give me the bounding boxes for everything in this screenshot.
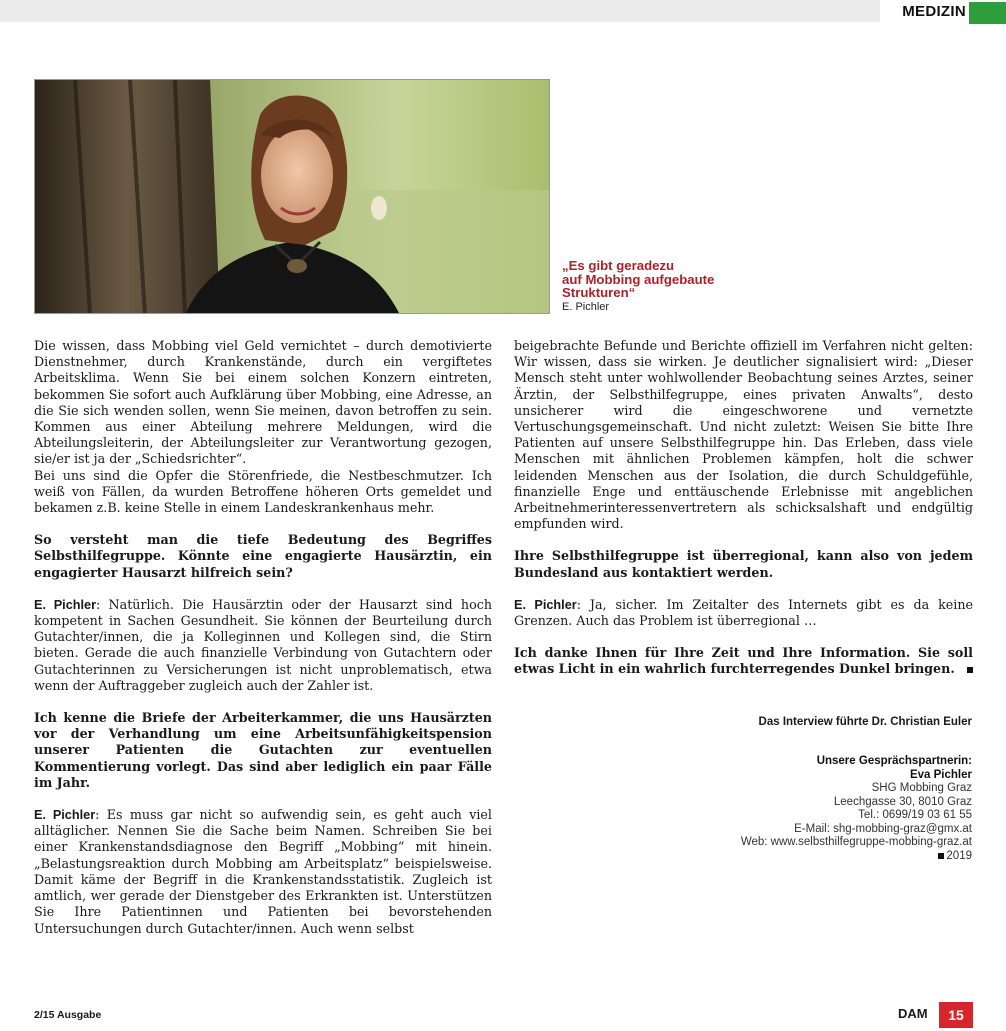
partner-org: SHG Mobbing Graz — [871, 782, 972, 794]
interview-answer — [34, 597, 492, 694]
partner-web: Web: www.selbsthilfegruppe-mobbing-graz.at — [740, 836, 972, 848]
right-column — [514, 338, 973, 694]
header-bar — [0, 0, 880, 22]
interview-question: So versteht man die tiefe Bedeutung des Begriffes Selbsthilfegruppe. Könnte eine engagierte Hausärztin, ein engagierter Hausarzt hilfreich sein? — [34, 532, 492, 580]
caption-author: E. Pichler — [562, 300, 610, 313]
partner-label: Unsere Gesprächspartnerin: — [816, 755, 972, 767]
interview-credit: Das Interview führte Dr. Christian Euler — [758, 716, 972, 728]
answer-text: : Ja, sicher. Im Zeitalter des Internets gibt es da keine Grenzen. Auch das Problem ist überregional … — [514, 596, 973, 629]
section-label: MEDIZIN — [902, 3, 966, 20]
speaker-name: E. Pichler — [514, 597, 577, 612]
issue-label: 2/15 Ausgabe — [34, 1009, 102, 1021]
answer-text: : Natürlich. Die Hausärztin oder der Hausarzt sind hoch kompetent in Sachen Gesundheit. Sie können der Beurteilung durch Gutachter/innen, die ja Kolleginnen und Kollegen sind, die Stirn bieten. Gerade die auch finanzielle Verbindung von Gutachtern oder Gutachterinnen zu Versicherungen ist nicht unproblematisch, etwa wenn der Auftraggeber zugleich auch der Zahler ist. — [34, 596, 492, 693]
portrait-illustration — [35, 80, 550, 314]
answer-text: : Es muss gar nicht so aufwendig sein, es geht auch viel alltäglicher. Nennen Sie die Sache beim Namen. Schreiben Sie bei einer Krankenstandsdiagnose den Begriff „Mobbing“ mit hinein. „Belastungsreaktion durch Mobbing am Arbeitsplatz“ beispielsweise. Damit käme der Begriff in die Krankenstandsstatistik. Zugleich ist amtlich, wer gerade der Dienstgeber des Erkrankten ist. Unterstützen Sie Ihre Patientinnen und Patienten bei bevorstehenden Untersuchungen durch Gutachter/innen. Auch wenn selbst — [34, 807, 492, 936]
magazine-brand: DAM — [898, 1006, 928, 1021]
partner-address: Leechgasse 30, 8010 Graz — [833, 795, 972, 808]
portrait-photo — [34, 79, 550, 314]
end-mark-icon — [967, 667, 973, 673]
body-paragraph: beigebrachte Befunde und Berichte offiziell im Verfahren nicht gelten: Wir wissen, dass sie wirken. Je deutlicher signalisiert wird: „Dieser Mensch steht unter wohlwollender Beobachtung seines Arztes, seiner Ärztin, der Selbsthilfegruppe, eines privaten Anwalts“, desto unsicherer wird die eingeschworene und vernetzte Vertuschungsgemeinschaft. Und nicht zuletzt: Weisen Sie bitte Ihre Patienten auf unsere Selbsthilfegruppe hin. Das Erleben, dass viele Menschen mit ähnlichen Problemen kämpfen, holt die schwer leidenden Menschen aus der Isolation, die durch Schuldgefühle, finanzielle Enge und enttäuschende Erlebnisse mit angeblichen Arbeitnehmerinteressenvertretern als schicksalshaft und endgültig empfunden wird. — [514, 338, 973, 532]
partner-phone: Tel.: 0699/19 03 61 55 — [858, 809, 972, 821]
interview-answer — [514, 597, 973, 629]
section-color-tab — [969, 2, 1006, 24]
speaker-name: E. Pichler — [34, 808, 96, 823]
closing-question-text: Ich danke Ihnen für Ihre Zeit und Ihre Information. Sie soll etwas Licht in ein wahrlich furchterregendes Dunkel bringen. — [514, 645, 973, 677]
left-column — [34, 338, 492, 953]
speaker-name: E. Pichler — [34, 597, 97, 612]
interview-answer — [34, 807, 492, 937]
partner-year: 2019 — [946, 849, 972, 862]
partner-info — [560, 755, 972, 863]
pull-quote-line: „Es gibt geradezu — [562, 258, 675, 273]
square-bullet-icon — [938, 853, 944, 859]
partner-name: Eva Pichler — [909, 768, 972, 781]
pull-quote-line: auf Mobbing aufgebaute — [562, 271, 715, 287]
body-paragraph: Die wissen, dass Mobbing viel Geld vernichtet – durch demotivierte Dienstnehmer, durch Krankenstände, durch ein vergiftetes Arbeitsklima. Wenn Sie bei einem solchen Konzern eintreten, bekommen Sie sofort auch Aufklärung über Mobbing, eine Adresse, an die Sie sich wenden sollen, wenn Sie meinen, davon betroffen zu sein. Kommen aus einer Abteilung mehrere Meldungen, wird die Abteilungsleiterin, der Abteilungsleiter zur Verantwortung gezogen, sie/er ist ja der „Schiedsrichter“. — [34, 338, 492, 467]
photo-caption — [562, 259, 782, 314]
pull-quote — [562, 259, 782, 300]
interview-question: Ihre Selbsthilfegruppe ist überregional, kann also von jedem Bundesland aus kontaktiert werden. — [514, 548, 973, 580]
interview-question: Ich kenne die Briefe der Arbeiterkammer, die uns Hausärzten vor der Verhandlung um eine Arbeitsunfähigkeitspension unserer Patienten die Gutachten zur eventuellen Kommentierung vorlegt. Das sind aber lediglich ein paar Fälle im Jahr. — [34, 710, 492, 790]
partner-year-line — [560, 850, 972, 864]
body-paragraph: Bei uns sind die Opfer die Störenfriede, die Nestbeschmutzer. Ich weiß von Fällen, da wurden Betroffene höheren Orts gemeldet und bekamen z.B. keine Stelle in einem Landeskrankenhaus mehr. — [34, 467, 492, 516]
page-number: 15 — [939, 1002, 973, 1028]
interview-question — [514, 645, 973, 677]
partner-email: E-Mail: shg-mobbing-graz@gmx.at — [794, 822, 972, 835]
pull-quote-line: Strukturen“ — [562, 285, 636, 301]
